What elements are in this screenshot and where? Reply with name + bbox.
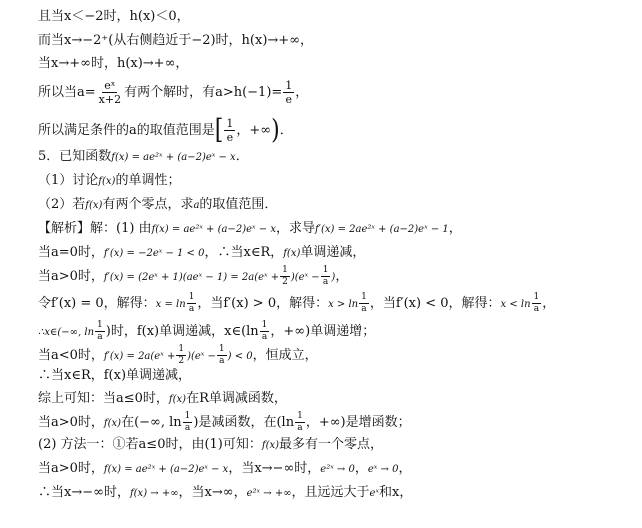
text-line-2: 而当x→−2⁺(从右侧趋近于−2)时，h(x)→+∞，	[38, 33, 314, 48]
fraction: $\frac{1}{a}$	[533, 292, 540, 314]
question-5-part-2: （2）若f(x)有两个零点，求a的取值范围．	[38, 197, 278, 212]
right-paren: )	[271, 114, 280, 146]
question-5: 5．已知函数f(x) = ae²ˣ + (a−2)eˣ − x．	[38, 149, 249, 164]
solution-line-7: ∴当x∈R，f(x)单调递减，	[38, 368, 192, 383]
solution-line-10: (2) 方法一：①若a≤0时，由(1)可知：f(x)最多有一个零点，	[38, 437, 384, 452]
fraction: $\frac{1}{a}$	[261, 320, 268, 342]
solution-line-5: ∴x∈(−∞, ln $\frac{1}{a}$ )时，f(x)单调递减，x∈(ln $\frac{1}{a}$ ，+∞)单调递增；	[38, 320, 376, 342]
fraction: $\frac{1}{e}$	[285, 79, 293, 106]
fraction: $\frac{1}{a}$	[188, 292, 195, 314]
solution-line-11: 当a>0时，f(x) = ae²ˣ + (a−2)eˣ − x，当x→−∞时，e²ˣ → 0，eˣ → 0，	[38, 461, 412, 476]
fraction: $\frac{1}{a}$	[361, 292, 367, 314]
text-line-4: 所以当a= $\frac{\text{eˣ}}{x+2}$ 有两个解时，有a>h(−1)= $\frac{1}{e}$ ，	[38, 79, 309, 106]
solution-line-4: 令f′(x) = 0，解得：x = ln $\frac{1}{a}$ ，当f′(x) > 0，解得：x > ln $\frac{1}{a}$ ，当f′(x) < 0，解得：x < ln $\frac{1}{a}$ ，	[38, 292, 556, 314]
question-5-part-1: （1）讨论f(x)的单调性；	[38, 173, 181, 188]
fraction: $\frac{1}{2}$	[282, 265, 288, 287]
left-bracket: [	[214, 114, 224, 146]
solution-line-1: 【解析】解：(1) 由f(x) = ae²ˣ + (a−2)eˣ − x，求导f′(x) = 2ae²ˣ + (a−2)eˣ − 1，	[38, 221, 462, 236]
text-line-3: 当x→+∞时，h(x)→+∞，	[38, 56, 189, 71]
fraction: $\frac{1}{a}$	[297, 411, 303, 433]
text-line-5: 所以满足条件的a的取值范围是[ $\frac{1}{e}$ ，+∞)．	[38, 114, 293, 146]
solution-line-9: 当a>0时，f(x)在(−∞, ln $\frac{1}{a}$ )是减函数，在(ln $\frac{1}{a}$ ，+∞)是增函数；	[38, 411, 411, 433]
solution-line-3: 当a>0时，f′(x) = (2eˣ + 1)(aeˣ − 1) = 2a(eˣ + $\frac{1}{2}$ )(eˣ − $\frac{1}{a}$ )，	[38, 265, 349, 287]
solution-line-6: 当a<0时，f′(x) = 2a(eˣ + $\frac{1}{2}$ )(eˣ − $\frac{1}{a}$ ) < 0，恒成立，	[38, 344, 318, 366]
solution-line-8: 综上可知：当a≤0时，f(x)在R单调减函数，	[38, 391, 287, 406]
fraction: $\frac{1}{2}$	[178, 344, 185, 366]
fraction: $\frac{1}{a}$	[97, 320, 103, 342]
solution-line-12: ∴当x→−∞时，f(x) → +∞，当x→∞，e²ˣ → +∞，且远远大于eˣ和x，	[38, 485, 413, 500]
fraction: $\frac{1}{a}$	[322, 265, 329, 287]
fraction: $\frac{1}{a}$	[184, 411, 191, 433]
fraction: $\frac{1}{e}$	[226, 117, 234, 144]
fraction: $\frac{1}{a}$	[218, 344, 225, 366]
fraction: $\frac{\text{eˣ}}{x+2}$	[98, 79, 122, 106]
text-line-1: 且当x＜−2时，h(x)＜0，	[38, 9, 190, 24]
solution-line-2: 当a=0时，f′(x) = −2eˣ − 1 < 0，∴当x∈R，f(x)单调递减，	[38, 245, 366, 260]
